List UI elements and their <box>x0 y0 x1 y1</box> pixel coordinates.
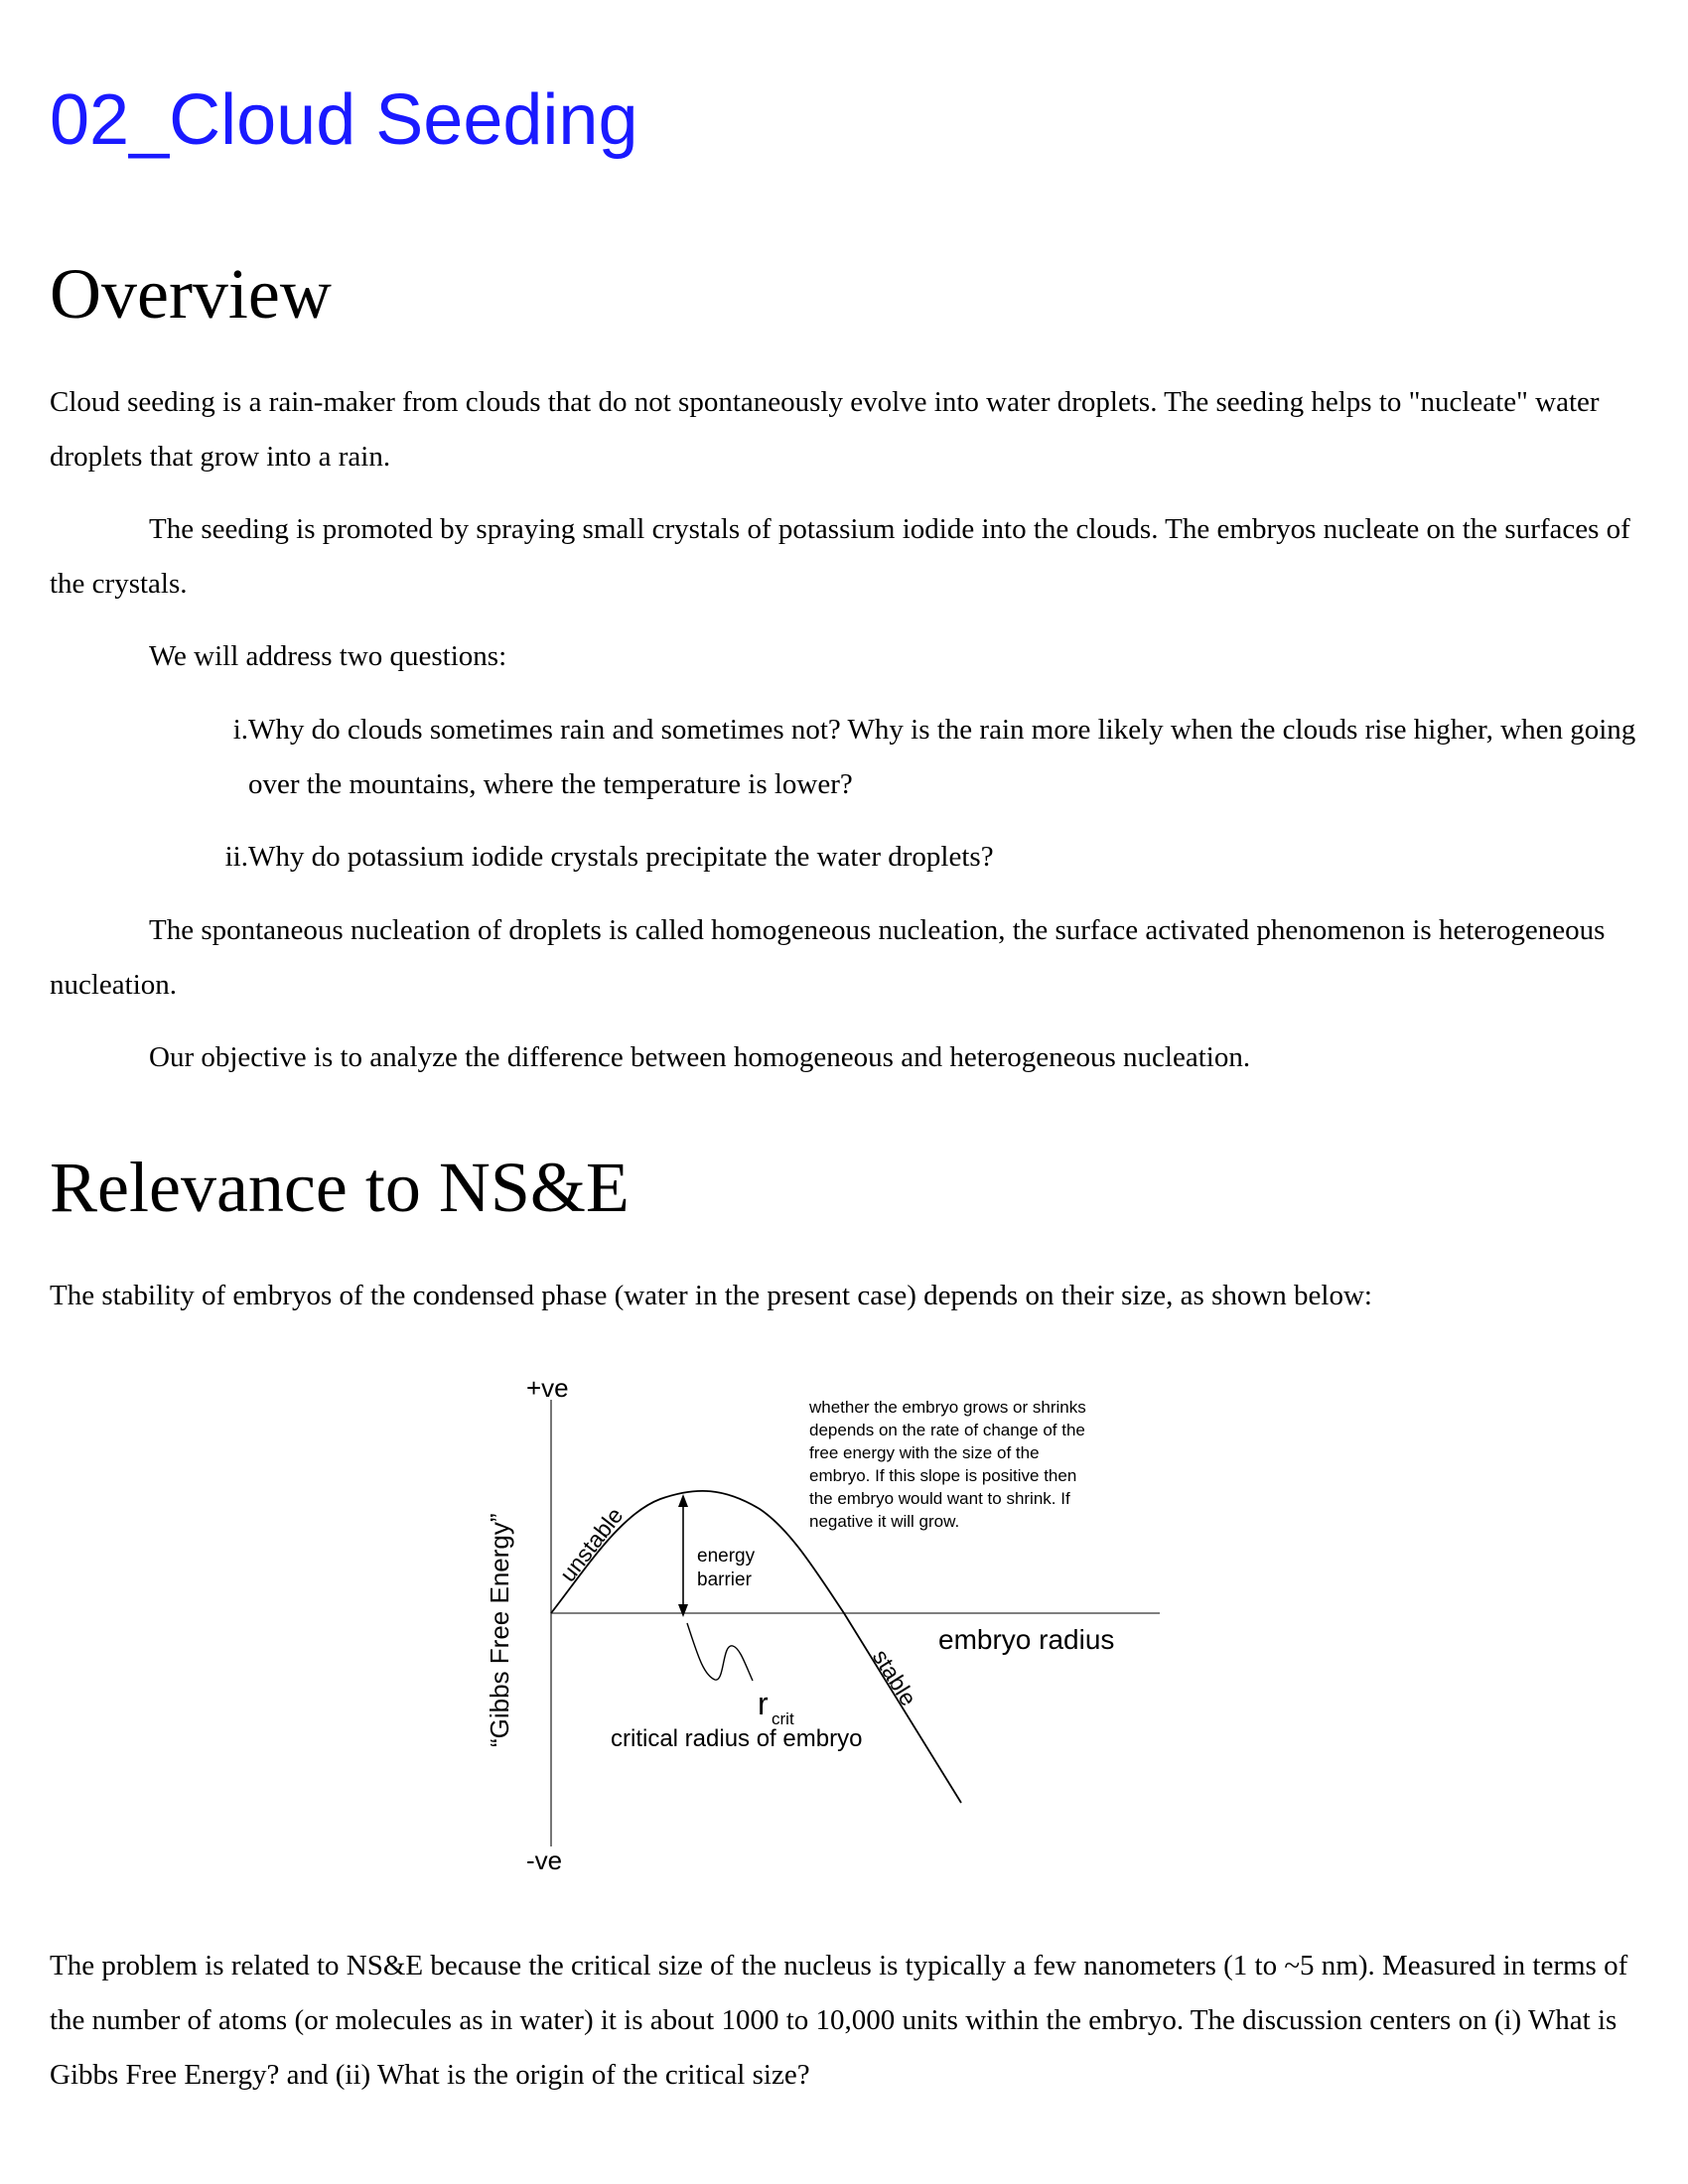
relevance-paragraph-1: The stability of embryos of the condensed phase (water in the present case) depends on their size, as shown below: <box>50 1280 1372 1311</box>
slope-note-line: the embryo would want to shrink. If <box>809 1489 1070 1508</box>
heading-overview: Overview <box>50 254 332 334</box>
question-text: Why do potassium iodide crystals precipitate the water droplets? <box>248 841 994 873</box>
overview-paragraph-4: The spontaneous nucleation of droplets is called homogeneous nucleation, the surface activated phenomenon is heterogeneous nucleation. <box>50 914 1606 1001</box>
overview-paragraph-2: The seeding is promoted by spraying small crystals of potassium iodide into the clouds. The embryos nucleate on the surfaces of the crystals. <box>50 513 1630 600</box>
barrier-label-line-2: barrier <box>697 1570 752 1590</box>
y-negative-label: -ve <box>526 1845 563 1875</box>
y-axis-label: “Gibbs Free Energy” <box>485 1513 514 1747</box>
gibbs-energy-figure <box>437 1365 1192 1881</box>
rcrit-pointer <box>687 1623 753 1681</box>
rcrit-symbol: r <box>758 1686 769 1721</box>
rcrit-subscript: crit <box>772 1709 794 1728</box>
slope-note-line: embryo. If this slope is positive then <box>809 1466 1077 1485</box>
slope-note <box>808 1398 1090 1531</box>
gibbs-energy-diagram <box>437 1365 1192 1881</box>
slope-note-line: free energy with the size of the <box>809 1443 1040 1462</box>
slope-note-line: negative it will grow. <box>809 1512 960 1531</box>
question-number: i. <box>232 714 248 746</box>
rcrit-caption: critical radius of embryo <box>611 1725 863 1752</box>
arrow-head-down <box>678 1604 688 1617</box>
question-number: ii. <box>224 841 248 873</box>
question-text: Why do clouds sometimes rain and sometimes not? Why is the rain more likely when the clouds rise higher, when going over the mountains, where the temperature is lower? <box>248 714 1636 800</box>
slope-note-line: depends on the rate of change of the <box>809 1421 1085 1439</box>
document-title: 02_Cloud Seeding <box>50 80 638 160</box>
overview-paragraph-3: We will address two questions: <box>149 640 507 672</box>
heading-relevance: Relevance to NS&E <box>50 1148 630 1227</box>
unstable-label: unstable <box>554 1502 629 1587</box>
y-positive-label: +ve <box>526 1373 569 1403</box>
x-axis-label: embryo radius <box>938 1624 1115 1655</box>
overview-paragraph-1: Cloud seeding is a rain-maker from clouds that do not spontaneously evolve into water droplets. The seeding helps to "nucleate" water droplets that grow into a rain. <box>50 386 1600 473</box>
overview-paragraph-5: Our objective is to analyze the difference between homogeneous and heterogeneous nucleation. <box>149 1041 1251 1073</box>
relevance-paragraph-2: The problem is related to NS&E because the critical size of the nucleus is typically a few nanometers (1 to ~5 nm). Measured in terms of the number of atoms (or molecules as in water) it is about 1000 to 10,000 units within the embryo. The discussion centers on (i) What is Gibbs Free Energy? and (ii) What is the origin of the critical size? <box>50 1950 1628 2091</box>
barrier-label-line-1: energy <box>697 1546 756 1567</box>
slope-note-line: whether the embryo grows or shrinks <box>809 1398 1086 1417</box>
stable-label: stable <box>867 1644 922 1710</box>
arrow-head-up <box>678 1494 688 1507</box>
